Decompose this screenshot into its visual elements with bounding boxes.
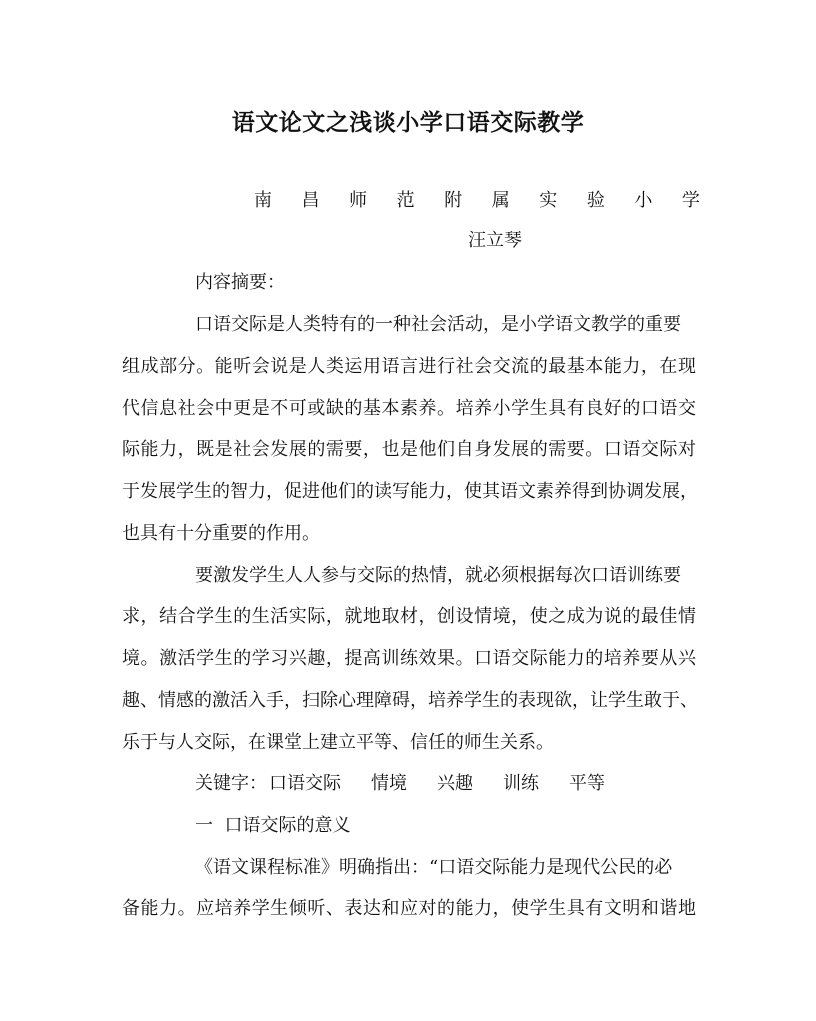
para2-line: 要激发学生人人参与交际的热情，就必须根据每次口语训练要 xyxy=(195,565,681,586)
keywords-line xyxy=(195,769,605,795)
para3-line: 备 能 力 。 应 培 养 学 生 倾 听 、 表 达 和 应 对 的 能 力 ， 使 学 生 具 有 文 明 和 谐 地 xyxy=(122,898,696,919)
keyword: 兴趣 xyxy=(437,773,473,794)
para1-line: 代 信 息 社 会 中 更 是 不 可 或 缺 的 基 本 素 养 。 培 养 小 学 生 具 有 良 好 的 口 语 交 xyxy=(122,398,696,419)
author-name: 汪立琴 xyxy=(468,230,522,251)
para2-line: 乐于与人交际，在课堂上建立平等、信任的师生关系。 xyxy=(122,732,554,753)
para1-line: 于 发 展 学 生 的 智 力 ， 促 进 他 们 的 读 写 能 力 ， 使 其 语 文 素 养 得 到 协 调 发 展 ， xyxy=(122,481,698,502)
para1-line: 口语交际是人类特有的一种社会活动，是小学语文教学的重要 xyxy=(195,314,681,335)
keyword: 平等 xyxy=(569,773,605,794)
keywords-label: 关键字： xyxy=(195,773,267,794)
para1-line: 际 能 力 ， 既 是 社 会 发 展 的 需 要 ， 也 是 他 们 自 身 发 展 的 需 要 。 口 语 交 际 对 xyxy=(122,439,696,460)
section-heading: 一 口语交际的意义 xyxy=(195,815,351,836)
para2-line: 趣 、 情 感 的 激 活 入 手 ， 扫 除 心 理 障 碍 ， 培 养 学 生 的 表 现 欲 ， 让 学 生 敢 于 、 xyxy=(122,690,698,711)
school-name: 南 昌 师 范 附 属 实 验 小 学 xyxy=(254,190,700,211)
keyword: 训练 xyxy=(503,773,539,794)
para2-line: 求 ， 结 合 学 生 的 生 活 实 际 ， 就 地 取 材 ， 创 设 情 境 ， 使 之 成 为 说 的 最 佳 情 xyxy=(122,606,696,627)
abstract-heading: 内容摘要： xyxy=(195,272,285,293)
para2-line: 境 。 激 活 学 生 的 学 习 兴 趣 ， 提 高 训 练 效 果 。 口 语 交 际 能 力 的 培 养 要 从 兴 xyxy=(122,648,696,669)
para1-line: 也具有十分重要的作用。 xyxy=(122,523,320,544)
keyword: 情境 xyxy=(371,773,407,794)
para1-line: 组 成 部 分 。 能 听 会 说 是 人 类 运 用 语 言 进 行 社 会 交 流 的 最 基 本 能 力 ， 在 现 xyxy=(122,356,696,377)
keyword: 口语交际 xyxy=(269,773,341,794)
para3-line: 《语文课程标准》明确指出：“口语交际能力是现代公民的必 xyxy=(195,857,673,878)
document-title: 语文论文之浅谈小学口语交际教学 xyxy=(231,109,585,136)
